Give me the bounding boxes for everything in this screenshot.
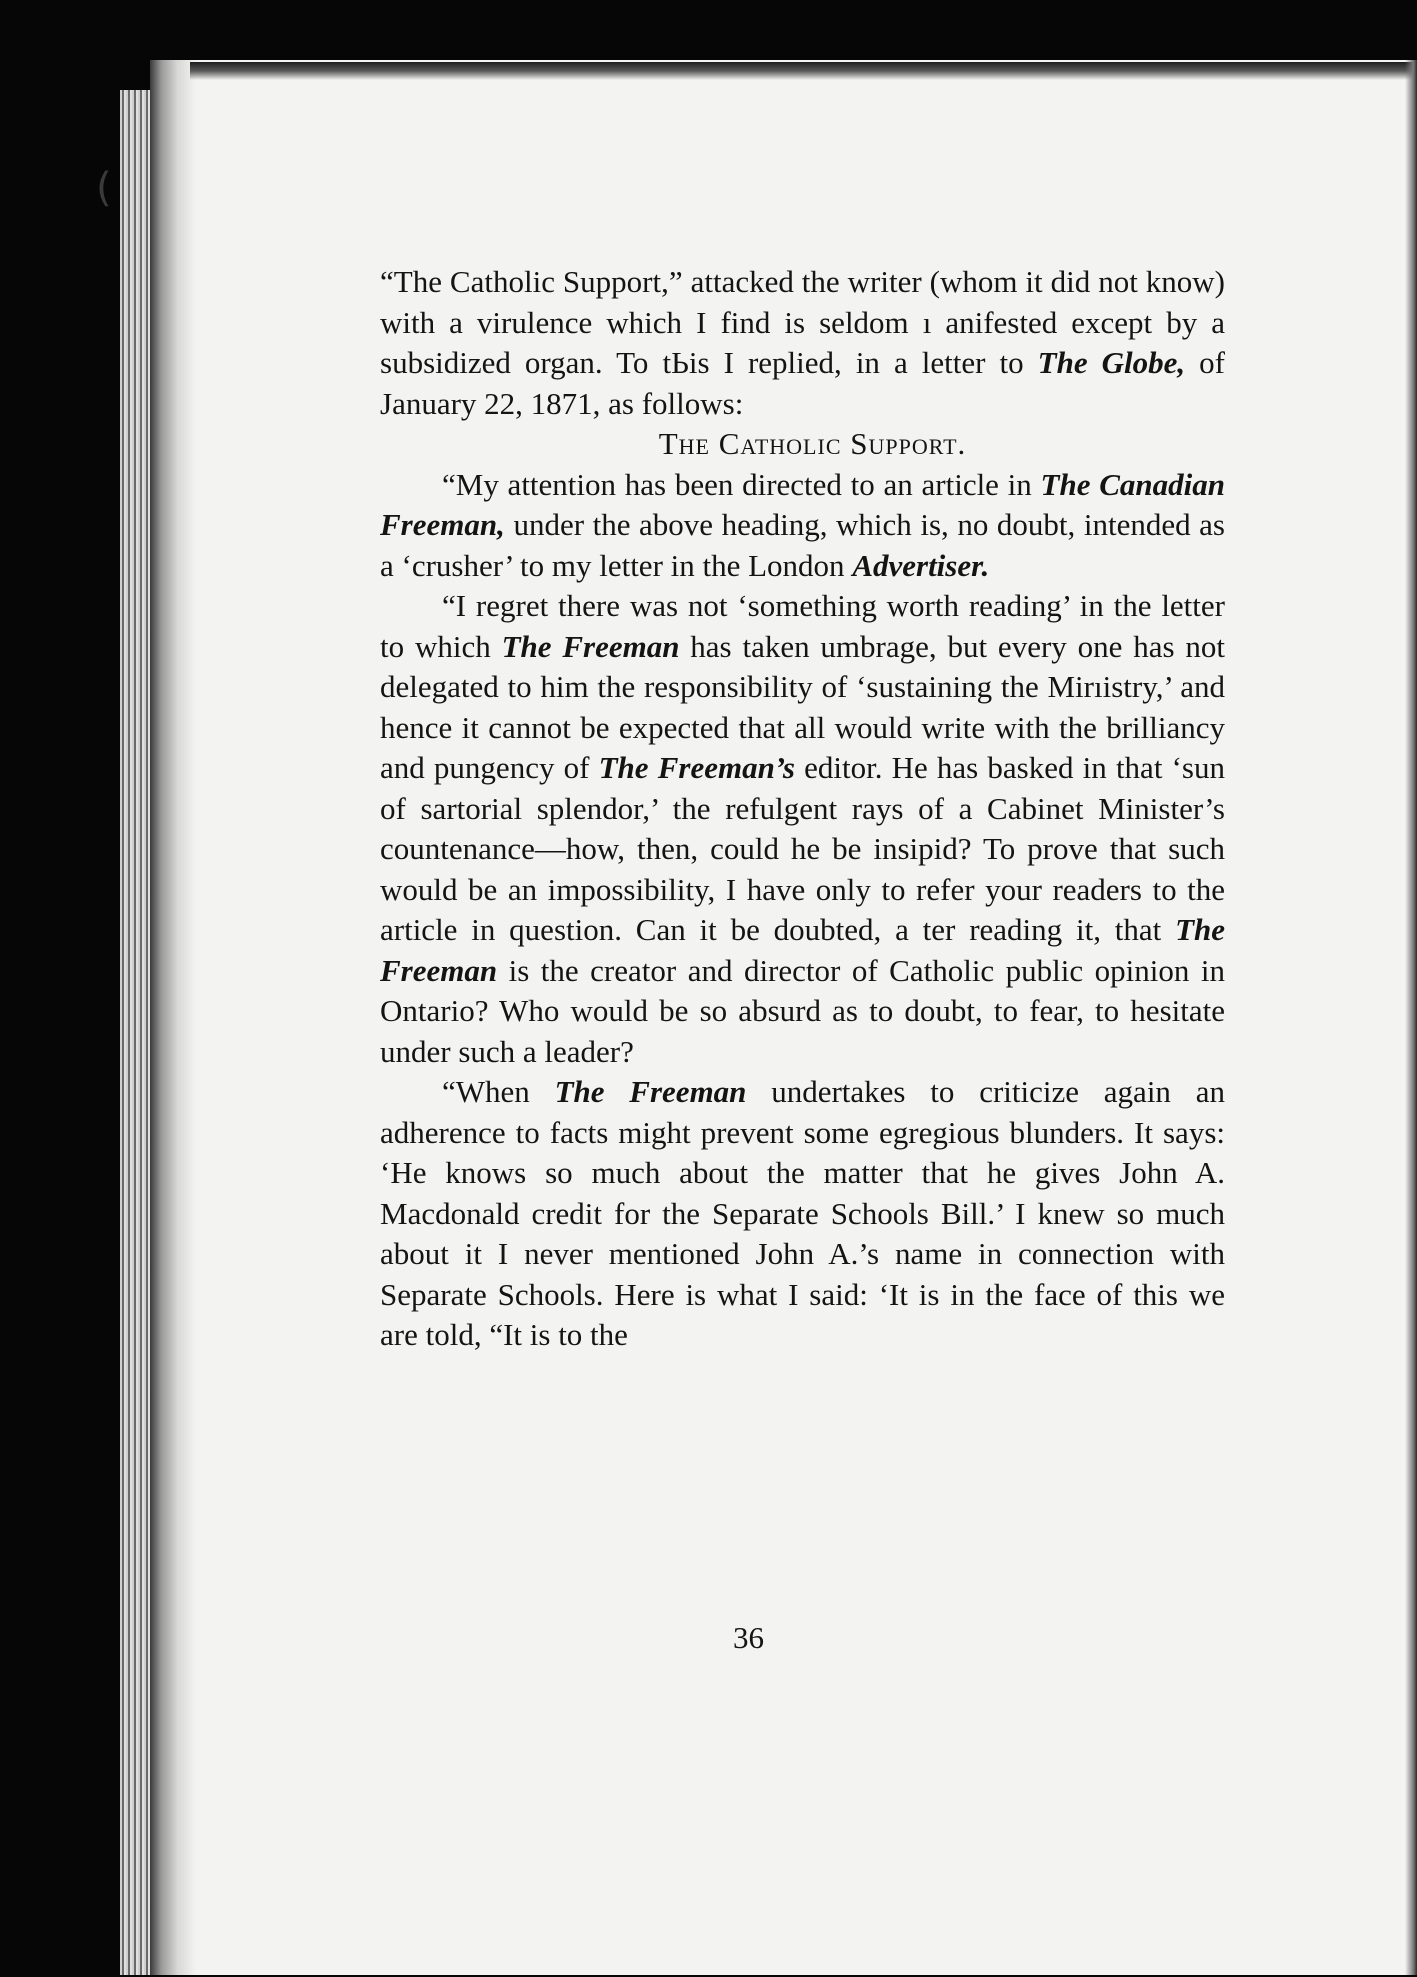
italic-title-run: The Canadian Freeman, bbox=[380, 466, 1225, 542]
section-heading: The Catholic Support. bbox=[658, 426, 967, 461]
text-run: “My attention has been directed to an article in bbox=[442, 466, 1041, 502]
text-run: editor. He has basked in that ‘sun of sartorial splendor,’ the refulgent rays of a Cabinet Minister’s countenance—how, then, could he be insipid? To prove that such would be an impossibility, I have only to refer your readers to the article in question. Can it be doubted, a ter reading it, that bbox=[380, 750, 1225, 947]
right-page-edge bbox=[1405, 60, 1417, 1975]
top-page-edge bbox=[190, 62, 1417, 80]
text-run: is the creator and director of Catholic public opinion in Ontario? Who would be so absurd as to doubt, to fear, to hesitate under such a leader? bbox=[380, 952, 1225, 1069]
text-run: “When bbox=[442, 1074, 555, 1109]
italic-title-run: The Freeman bbox=[554, 1074, 747, 1109]
gutter-shadow bbox=[150, 60, 196, 1975]
body-paragraph bbox=[380, 262, 1225, 424]
italic-title-run: Advertiser. bbox=[852, 547, 990, 583]
italic-title-run: The Freeman’s bbox=[598, 750, 795, 785]
body-paragraph bbox=[380, 465, 1225, 587]
italic-title-run: The Freeman bbox=[380, 912, 1225, 988]
text-run: “The Catholic Support,” attacked the writer (whom it did not know) with a virulence which I find is seldom ı anifested except by a subsidized organ. To tЬis I replied, in a letter to bbox=[380, 264, 1225, 380]
text-run: has taken umbrage, but every one has not delegated to him the responsibility of ‘sustaining the Mirıistry,’ and hence it cannot be expected that all would write with the brilliancy and pungency of bbox=[380, 628, 1225, 785]
text-run: under the above heading, which is, no doubt, intended as a ‘crusher’ to my letter in the London bbox=[380, 507, 1225, 583]
page-text-block bbox=[380, 262, 1225, 1356]
body-paragraph bbox=[380, 1072, 1225, 1356]
margin-bracket-mark: ( bbox=[96, 165, 112, 211]
text-run: undertakes to criticize again an adherence to facts might prevent some egregious blunders. It says: ‘He knows so much about the matter that he gives John A. Macdonald credit for the Separate Schools Bill.’ I knew so much about it I never mentioned John A.’s name in connection with Separate Schools. Here is what I said: ‘It is in the face of this we are told, “It is to the bbox=[380, 1074, 1225, 1352]
page-number: 36 bbox=[733, 1620, 764, 1655]
italic-title-run: The Freeman bbox=[501, 628, 680, 664]
page-stack-edge bbox=[120, 90, 150, 1975]
body-paragraph bbox=[380, 586, 1225, 1072]
text-run: “I regret there was not ‘something worth reading’ in the letter to which bbox=[380, 588, 1225, 664]
italic-title-run: The Globe, bbox=[1037, 345, 1186, 380]
text-run: of January 22, 1871, as follows: bbox=[380, 345, 1225, 421]
